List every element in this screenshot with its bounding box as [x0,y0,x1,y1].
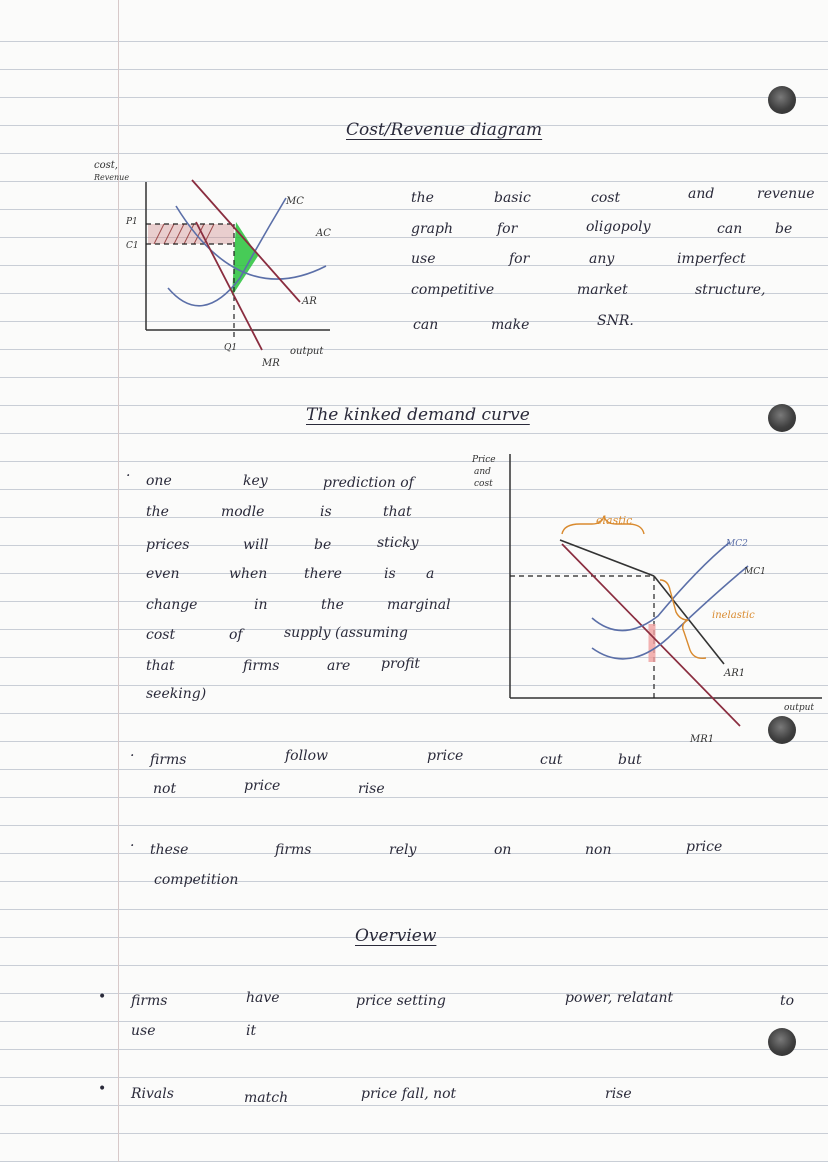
line-firms-word: price [427,748,464,764]
para2-word: prices [146,537,190,553]
bullet: · [130,748,135,764]
cost-revenue-graph [90,160,350,375]
overview-word: power, relatant [565,990,674,1006]
graph2-ar1-label: AR1 [724,668,746,679]
para2-word: the [321,597,344,613]
overview-word: firms [131,993,168,1009]
graph2-mc1-label: MC1 [744,567,766,577]
para2-word: when [229,566,268,582]
heading-overview: Overview [355,926,437,946]
para1-word: be [775,221,793,237]
overview-word: have [246,990,280,1006]
para2-word: that [383,504,412,520]
para2-word: prediction of [323,475,414,491]
para2-word: is [384,566,396,582]
graph1-y-label-2: Revenue [94,173,130,182]
graph2-elastic-label: elastic [596,514,633,527]
para2-word: one [146,473,172,489]
graph1-c1-label: C1 [126,241,139,251]
para2-word: even [146,566,180,582]
para2-word: that [146,658,175,674]
kinked-demand-graph [462,448,828,760]
graph1-p1-label: P1 [126,217,138,227]
punch-hole [768,1028,796,1056]
para1-word: can [413,317,439,333]
bullet: • [98,1081,107,1097]
para2-word: the [146,504,169,520]
line-not-word: rise [358,781,385,797]
para2-word: in [254,597,268,613]
para2-word: there [304,566,342,582]
graph1-x-label: output [290,346,324,357]
para1-word: and [688,186,715,202]
graph2-mr1-label: MR1 [690,734,715,745]
para2-word: supply (assuming [284,625,408,641]
graph2-inelastic-label: inelastic [712,610,755,621]
para2-word: key [243,473,268,489]
para1-word: any [589,251,615,267]
graph2-y-label-2: and [474,467,491,477]
para2-word: be [314,537,332,553]
line-these-word: price [686,839,723,855]
para1-word: the [411,190,434,206]
para1-word: make [491,317,530,333]
heading-cost-revenue: Cost/Revenue diagram [346,120,543,140]
line-these-word: these [150,842,189,858]
para2-word: firms [243,658,280,674]
graph1-ac-label: AC [316,228,331,239]
para2-word: cost [146,627,176,643]
graph1-mc-label: MC [286,196,304,207]
graph1-ar-label: AR [302,296,317,307]
para1-word: structure, [695,282,766,298]
para1-word: can [717,221,743,237]
para2-word: are [327,658,351,674]
para1-word: cost [591,190,621,206]
para1-word: for [509,251,530,267]
para1-word: revenue [757,186,815,202]
graph2-x-label: output [784,703,815,713]
punch-hole [768,86,796,114]
graph1-mr-label: MR [262,358,280,369]
overview-word: match [244,1090,289,1106]
overview-word: use [131,1023,156,1039]
bullet: · [126,468,131,484]
line-firms-word: cut [540,752,563,768]
para2-word: seeking) [146,686,207,702]
line-not-word: price [244,778,281,794]
graph1-q1-label: Q1 [224,343,238,353]
line-these-word: on [494,842,512,858]
para2-word: change [146,597,198,613]
graph2-y-label-3: cost [474,479,493,489]
para1-word: basic [494,190,531,206]
para1-word: graph [411,221,453,237]
overview-word: it [246,1023,257,1039]
para2-word: will [243,537,269,553]
para1-word: use [411,251,436,267]
para2-word: modle [221,504,265,520]
line-competition: competition [154,872,239,888]
graph1-y-label-1: cost, [94,160,118,171]
para2-word: marginal [387,597,451,613]
overview-word: price fall, not [361,1086,457,1102]
para1-word: for [497,221,518,237]
overview-word: to [780,993,795,1009]
line-these-word: firms [275,842,312,858]
para1-word: oligopoly [586,219,651,235]
para2-word: sticky [377,535,419,551]
line-firms-word: firms [150,752,187,768]
para1-word: competitive [411,282,495,298]
para2-word: profit [381,656,421,672]
punch-hole [768,404,796,432]
line-these-word: rely [389,842,417,858]
line-these-word: non [585,842,612,858]
line-firms-word: follow [285,748,328,764]
overview-word: Rivals [131,1086,174,1102]
para2-word: is [320,504,332,520]
overview-word: price setting [356,993,446,1009]
graph2-mc2-label: MC2 [726,539,748,549]
line-not-word: not [153,781,177,797]
overview-word: rise [605,1086,632,1102]
para2-word: a [426,566,435,582]
bullet: · [130,838,135,854]
graph2-y-label-1: Price [472,455,496,465]
para2-word: of [229,627,243,643]
heading-kinked-demand: The kinked demand curve [306,405,530,425]
para1-word: imperfect [677,251,746,267]
para1-word: SNR. [597,313,634,329]
para1-word: market [577,282,628,298]
line-firms-word: but [618,752,642,768]
bullet: • [98,989,107,1005]
